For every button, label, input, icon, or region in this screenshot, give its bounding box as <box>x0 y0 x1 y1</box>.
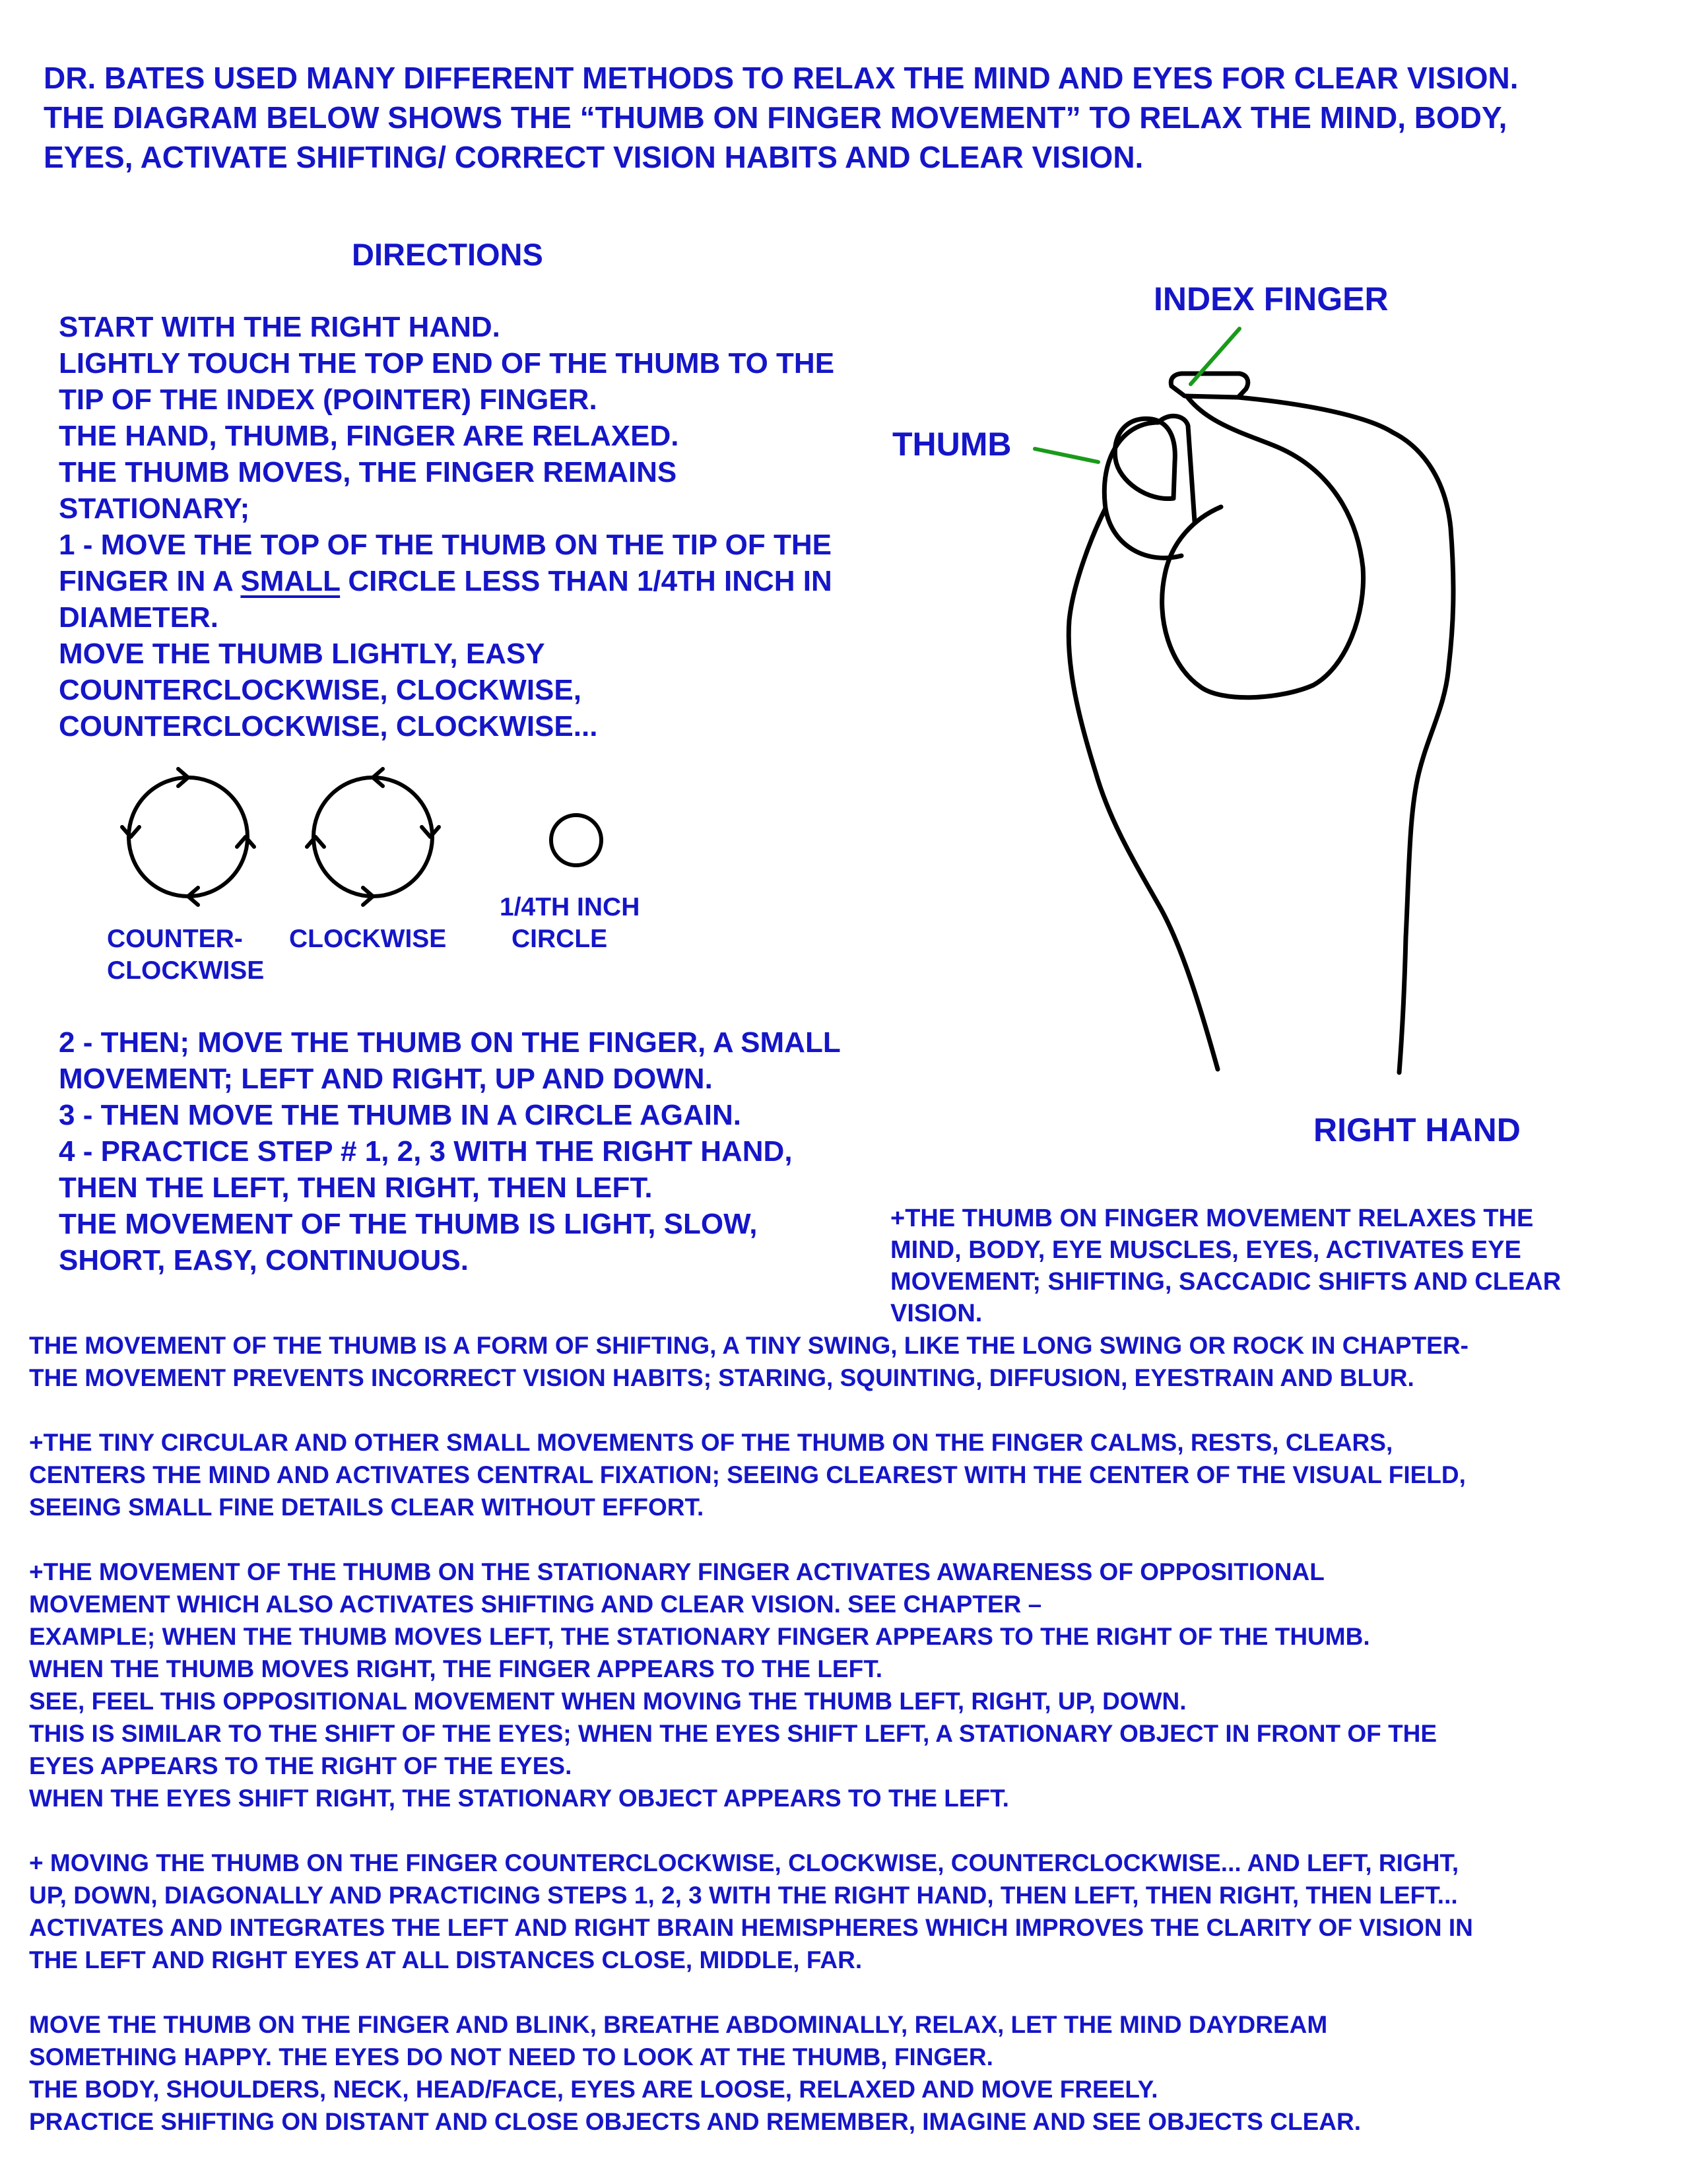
directions-line: DIAMETER. <box>59 601 218 634</box>
step-line: 4 - PRACTICE STEP # 1, 2, 3 WITH THE RIGHT HAND, <box>59 1135 793 1168</box>
quarter-inch-label <box>500 892 640 955</box>
paragraph-line: THE MOVEMENT OF THE THUMB IS A FORM OF SHIFTING, A TINY SWING, LIKE THE LONG SWING OR ROCK IN CHAPTER- <box>29 1332 1468 1359</box>
clockwise-label: CLOCKWISE <box>289 925 447 953</box>
clockwise-circle-icon <box>307 769 439 905</box>
directions-line: THE HAND, THUMB, FINGER ARE RELAXED. <box>59 420 679 452</box>
index-pointer-line <box>1191 329 1239 384</box>
directions-line: THE THUMB MOVES, THE FINGER REMAINS <box>59 456 677 488</box>
paragraph-line: SOMETHING HAPPY. THE EYES DO NOT NEED TO LOOK AT THE THUMB, FINGER. <box>29 2043 993 2070</box>
directions-line: COUNTERCLOCKWISE, CLOCKWISE, <box>59 674 581 706</box>
directions-line-part: CIRCLE LESS THAN 1/4TH INCH IN <box>340 565 832 597</box>
paragraph-central-fixation <box>29 1426 1666 1523</box>
paragraph-oppositional-movement <box>29 1556 1666 1814</box>
note-line: VISION. <box>890 1300 983 1327</box>
step-line: 2 - THEN; MOVE THE THUMB ON THE FINGER, A SMALL <box>59 1026 841 1059</box>
intro-line: DR. BATES USED MANY DIFFERENT METHODS TO RELAX THE MIND AND EYES FOR CLEAR VISION. <box>44 61 1519 95</box>
intro-line: EYES, ACTIVATE SHIFTING/ CORRECT VISION HABITS AND CLEAR VISION. <box>44 140 1144 174</box>
thumb-movement-note <box>890 1203 1561 1329</box>
directions-line-part: FINGER IN A <box>59 565 241 597</box>
thumb-pointer-line <box>1035 449 1098 462</box>
note-line: MOVEMENT; SHIFTING, SACCADIC SHIFTS AND CLEAR <box>890 1268 1562 1296</box>
directions-line <box>59 563 904 599</box>
note-line: MIND, BODY, EYE MUSCLES, EYES, ACTIVATES EYE <box>890 1236 1521 1264</box>
paragraph-line: UP, DOWN, DIAGONALLY AND PRACTICING STEPS 1, 2, 3 WITH THE RIGHT HAND, THEN LEFT, THEN RIGHT, THEN LEFT... <box>29 1882 1458 1909</box>
paragraph-relax <box>29 2008 1666 2138</box>
counterclockwise-label <box>107 923 264 987</box>
step-line: 3 - THEN MOVE THE THUMB IN A CIRCLE AGAIN. <box>59 1099 741 1131</box>
paragraph-line: + MOVING THE THUMB ON THE FINGER COUNTERCLOCKWISE, CLOCKWISE, COUNTERCLOCKWISE... AND LEFT, RIGHT, <box>29 1849 1459 1876</box>
paragraph-line: MOVEMENT WHICH ALSO ACTIVATES SHIFTING AND CLEAR VISION. SEE CHAPTER – <box>29 1591 1042 1618</box>
index-finger-label: INDEX FINGER <box>1154 281 1389 317</box>
small-underlined: SMALL <box>240 565 341 597</box>
paragraph-line: THE BODY, SHOULDERS, NECK, HEAD/FACE, EYES ARE LOOSE, RELAXED AND MOVE FREELY. <box>29 2076 1158 2103</box>
directions-heading: DIRECTIONS <box>352 237 543 272</box>
directions-line: COUNTERCLOCKWISE, CLOCKWISE... <box>59 710 598 743</box>
label-line: CIRCLE <box>512 925 608 953</box>
directions-line: 1 - MOVE THE TOP OF THE THUMB ON THE TIP OF THE <box>59 529 832 561</box>
directions-line: MOVE THE THUMB LIGHTLY, EASY <box>59 638 545 670</box>
right-hand-label: RIGHT HAND <box>1313 1111 1521 1148</box>
step-line: MOVEMENT; LEFT AND RIGHT, UP AND DOWN. <box>59 1063 713 1095</box>
paragraph-line: EYES APPEARS TO THE RIGHT OF THE EYES. <box>29 1752 572 1779</box>
thumb-label: THUMB <box>892 426 1012 463</box>
steps-text <box>59 1024 841 1278</box>
paragraph-line: EXAMPLE; WHEN THE THUMB MOVES LEFT, THE STATIONARY FINGER APPEARS TO THE RIGHT OF THE THUMB. <box>29 1623 1370 1650</box>
quarter-inch-circle-icon <box>551 815 601 865</box>
paragraph-line: MOVE THE THUMB ON THE FINGER AND BLINK, BREATHE ABDOMINALLY, RELAX, LET THE MIND DAYDREAM <box>29 2011 1328 2038</box>
paragraph-line: WHEN THE EYES SHIFT RIGHT, THE STATIONARY OBJECT APPEARS TO THE LEFT. <box>29 1785 1009 1812</box>
directions-text <box>59 309 904 745</box>
paragraph-line: SEEING SMALL FINE DETAILS CLEAR WITHOUT EFFORT. <box>29 1494 704 1521</box>
paragraph-shifting <box>29 1329 1666 1394</box>
paragraph-line: +THE TINY CIRCULAR AND OTHER SMALL MOVEMENTS OF THE THUMB ON THE FINGER CALMS, RESTS, CLEARS, <box>29 1429 1393 1456</box>
note-line: +THE THUMB ON FINGER MOVEMENT RELAXES THE <box>890 1205 1534 1232</box>
counterclockwise-circle-icon <box>122 769 254 905</box>
step-line: THEN THE LEFT, THEN RIGHT, THEN LEFT. <box>59 1172 653 1204</box>
label-line: 1/4TH INCH <box>500 893 640 921</box>
directions-line: LIGHTLY TOUCH THE TOP END OF THE THUMB TO THE <box>59 347 835 380</box>
label-line: COUNTER- <box>107 925 243 953</box>
circle-diagrams <box>99 752 667 911</box>
directions-line: STATIONARY; <box>59 492 250 525</box>
intro-text <box>44 58 1654 177</box>
step-line: THE MOVEMENT OF THE THUMB IS LIGHT, SLOW, <box>59 1208 758 1240</box>
label-line: CLOCKWISE <box>107 956 265 985</box>
directions-line: TIP OF THE INDEX (POINTER) FINGER. <box>59 383 597 416</box>
step-line: SHORT, EASY, CONTINUOUS. <box>59 1244 469 1276</box>
paragraph-line: THE MOVEMENT PREVENTS INCORRECT VISION HABITS; STARING, SQUINTING, DIFFUSION, EYESTRAIN AND BLUR. <box>29 1364 1414 1391</box>
paragraph-line: THE LEFT AND RIGHT EYES AT ALL DISTANCES CLOSE, MIDDLE, FAR. <box>29 1946 863 1973</box>
body-text <box>29 1329 1666 2170</box>
paragraph-line: +THE MOVEMENT OF THE THUMB ON THE STATIONARY FINGER ACTIVATES AWARENESS OF OPPOSITIONAL <box>29 1558 1325 1585</box>
paragraph-line: WHEN THE THUMB MOVES RIGHT, THE FINGER APPEARS TO THE LEFT. <box>29 1655 882 1682</box>
pointer-lines <box>1030 323 1247 475</box>
paragraph-line: SEE, FEEL THIS OPPOSITIONAL MOVEMENT WHEN MOVING THE THUMB LEFT, RIGHT, UP, DOWN. <box>29 1688 1187 1715</box>
paragraph-line: CENTERS THE MIND AND ACTIVATES CENTRAL FIXATION; SEEING CLEAREST WITH THE CENTER OF THE VISUAL FIELD, <box>29 1461 1466 1488</box>
intro-line: THE DIAGRAM BELOW SHOWS THE “THUMB ON FINGER MOVEMENT” TO RELAX THE MIND, BODY, <box>44 100 1507 135</box>
paragraph-line: PRACTICE SHIFTING ON DISTANT AND CLOSE OBJECTS AND REMEMBER, IMAGINE AND SEE OBJECTS CLEAR. <box>29 2108 1361 2135</box>
paragraph-line: THIS IS SIMILAR TO THE SHIFT OF THE EYES; WHEN THE EYES SHIFT LEFT, A STATIONARY OBJECT IN FRONT OF THE <box>29 1720 1437 1747</box>
directions-line: START WITH THE RIGHT HAND. <box>59 311 500 343</box>
paragraph-line: ACTIVATES AND INTEGRATES THE LEFT AND RIGHT BRAIN HEMISPHERES WHICH IMPROVES THE CLARITY OF VISION IN <box>29 1914 1473 1941</box>
paragraph-brain-hemispheres <box>29 1847 1666 1976</box>
